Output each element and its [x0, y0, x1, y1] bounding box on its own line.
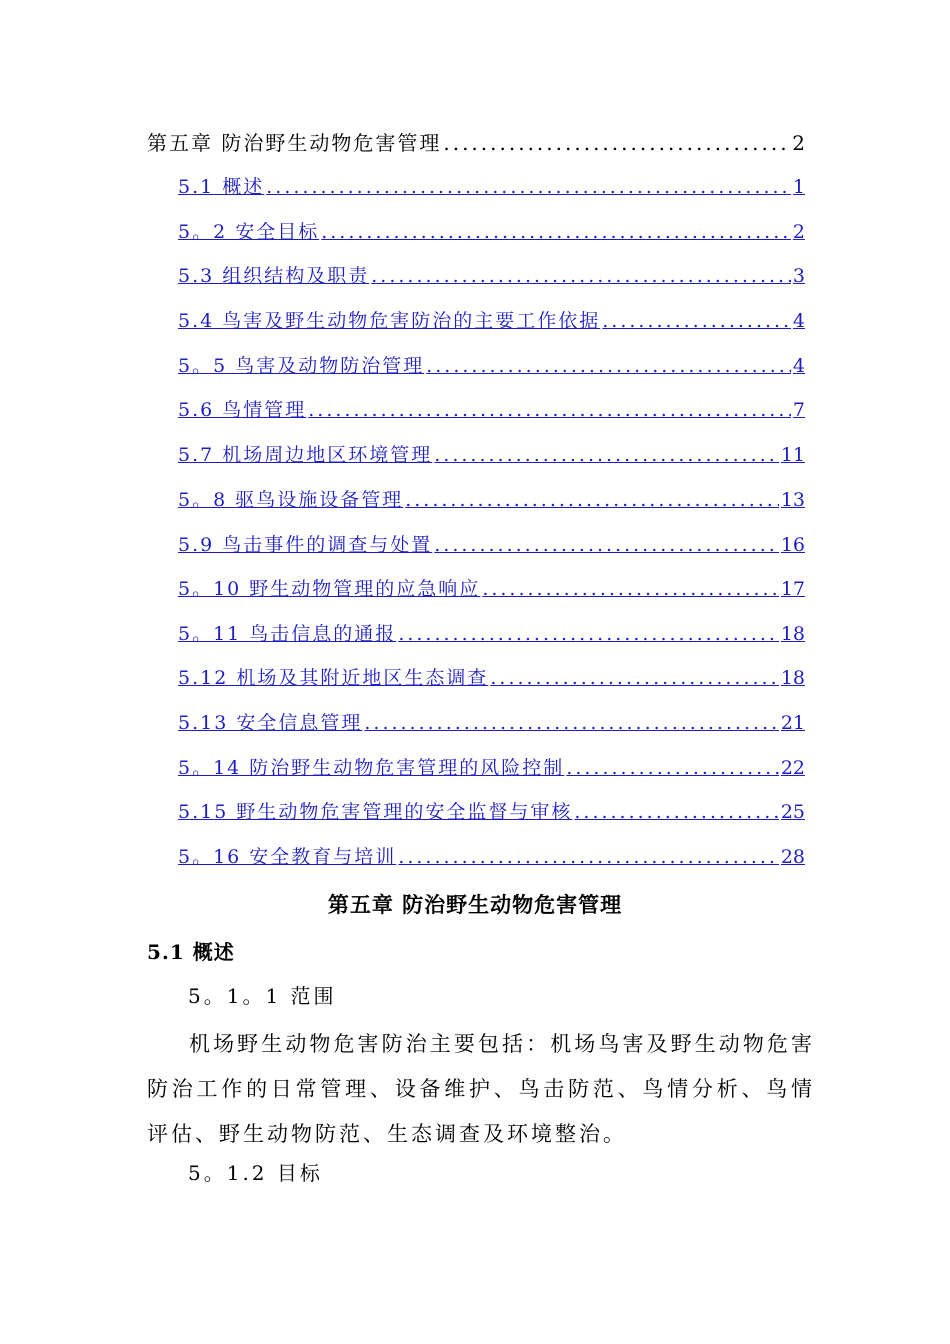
toc-entry-page: 3 [792, 265, 805, 287]
section-heading: 5.1 概述 [147, 940, 235, 964]
toc-entry-title: 5。14 防治野生动物危害管理的风险控制 [178, 757, 565, 779]
toc-entry-page: 4 [792, 355, 805, 377]
toc-leader-dots [321, 219, 791, 245]
toc-entry-link[interactable] [178, 844, 805, 870]
toc-entry-title: 5.9 鸟击事件的调查与处置 [178, 534, 433, 556]
toc-leader-dots [398, 621, 779, 647]
toc-entry-title: 5。10 野生动物管理的应急响应 [178, 578, 481, 600]
toc-entry-page: 17 [780, 578, 805, 600]
toc-entry-title: 5.4 鸟害及野生动物危害防治的主要工作依据 [178, 310, 601, 332]
toc-entry-page: 25 [780, 801, 805, 823]
toc-leader-dots [574, 799, 778, 825]
toc-entry-page: 7 [792, 399, 805, 421]
toc-entry-page: 18 [780, 623, 805, 645]
toc-entry-title: 5.6 鸟情管理 [178, 399, 307, 421]
toc-leader-dots [371, 263, 791, 289]
toc-entry-title: 5.1 概述 [178, 176, 265, 198]
toc-entry-page: 16 [780, 534, 805, 556]
toc-entry-link[interactable] [178, 219, 805, 245]
toc-entry-link[interactable] [178, 710, 805, 736]
toc-leader-dots [482, 576, 779, 602]
toc-entry-title: 5.13 安全信息管理 [178, 712, 363, 734]
toc-leader-dots [602, 308, 791, 334]
subsection-heading: 5。1。1 范围 [188, 984, 337, 1008]
toc-entry-title: 5.3 组织结构及职责 [178, 265, 370, 287]
toc-entry-page: 18 [780, 667, 805, 689]
toc-entry-title: 5。5 鸟害及动物防治管理 [178, 355, 425, 377]
toc-entry-page: 2 [792, 221, 805, 243]
toc-entry-title: 5.12 机场及其附近地区生态调查 [178, 667, 489, 689]
toc-leader-dots [490, 665, 778, 691]
toc-leader-dots [308, 397, 791, 423]
toc-entry-link[interactable] [178, 308, 805, 334]
toc-entry-link[interactable] [178, 665, 805, 691]
toc-chapter-title: 第五章 防治野生动物危害管理 [147, 131, 442, 155]
toc-entry-link[interactable] [178, 621, 805, 647]
toc-entry-page: 13 [780, 489, 805, 511]
toc-entry-link[interactable] [178, 799, 805, 825]
toc-leader-dots [443, 130, 790, 156]
toc-leader-dots [426, 353, 791, 379]
toc-leader-dots [364, 710, 778, 736]
toc-entry-link[interactable] [178, 353, 805, 379]
chapter-heading: 第五章 防治野生动物危害管理 [327, 892, 623, 917]
toc-entry-page: 11 [780, 444, 805, 466]
toc-leader-dots [398, 844, 779, 870]
toc-entry-link[interactable] [178, 263, 805, 289]
toc-entry-link[interactable] [178, 397, 805, 423]
toc-entry-page: 22 [780, 757, 805, 779]
subsection-heading: 5。1.2 目标 [188, 1161, 323, 1185]
toc-entry-link[interactable] [178, 576, 805, 602]
toc-entry-title: 5。2 安全目标 [178, 221, 320, 243]
toc-entry-page: 21 [780, 712, 805, 734]
toc-entry-link[interactable] [178, 532, 805, 558]
toc-chapter-page: 2 [792, 131, 805, 155]
toc-entry-link[interactable] [178, 487, 805, 513]
body-paragraph: 机场野生动物危害防治主要包括：机场鸟害及野生动物危害防治工作的日常管理、设备维护、鸟击防范、鸟情分析、鸟情评估、野生动物防范、生态调查及环境整治。 [147, 1032, 815, 1146]
toc-entry-page: 1 [792, 176, 805, 198]
toc-entry-title: 5。11 鸟击信息的通报 [178, 623, 397, 645]
toc-leader-dots [566, 755, 779, 781]
toc-leader-dots [266, 174, 791, 200]
toc-entry-link[interactable] [178, 174, 805, 200]
toc-entry-title: 5.7 机场周边地区环境管理 [178, 444, 433, 466]
toc-entry-title: 5。16 安全教育与培训 [178, 846, 397, 868]
toc-entry-page: 4 [792, 310, 805, 332]
toc-leader-dots [434, 442, 779, 468]
toc-leader-dots [405, 487, 779, 513]
toc-entry-page: 28 [780, 846, 805, 868]
toc-entry-link[interactable] [178, 755, 805, 781]
toc-entry-title: 5.15 野生动物危害管理的安全监督与审核 [178, 801, 573, 823]
toc-entry-link[interactable] [178, 442, 805, 468]
toc-chapter-line[interactable] [147, 130, 805, 156]
toc-entry-title: 5。8 驱鸟设施设备管理 [178, 489, 404, 511]
toc-leader-dots [434, 532, 779, 558]
